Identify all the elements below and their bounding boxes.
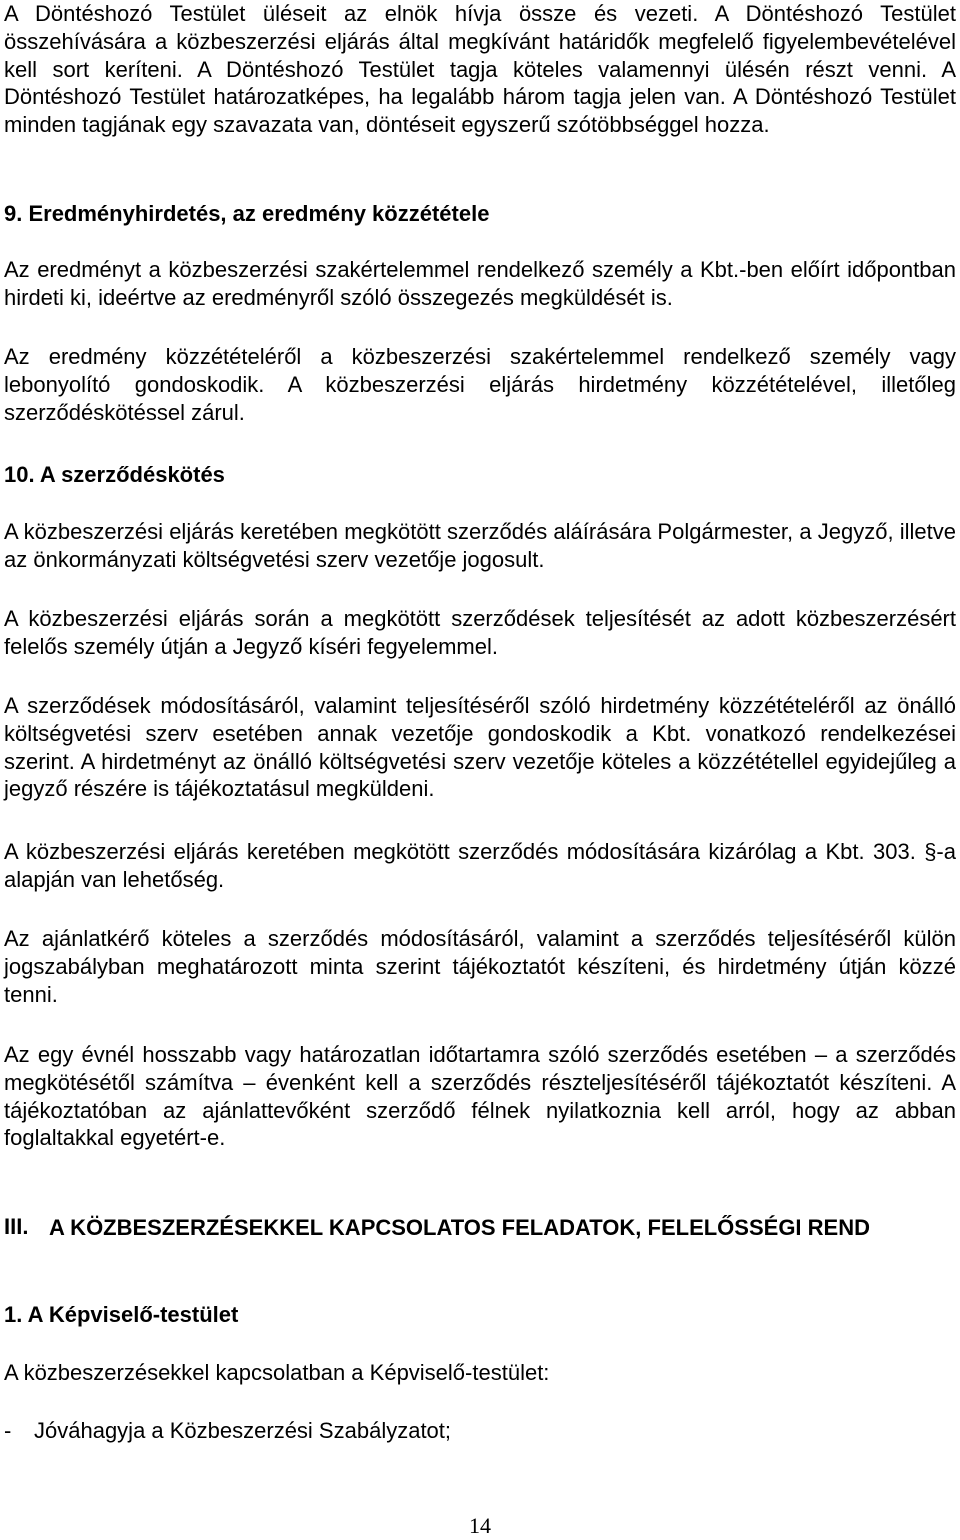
section-title: A KÖZBESZERZÉSEKKEL KAPCSOLATOS FELADATOK, FELELŐSSÉGI REND — [49, 1215, 870, 1240]
paragraph-modositas-hirdetmeny: A szerződések módosításáról, valamint teljesítéséről szóló hirdetmény közzétételéről az önálló költségvetési szerv esetében annak vezetője gondoskodik a Kbt. vonatkozó rendelkezései szerint. A hirdetményt az önálló költségvetési szerv vezetője köteles a közzététellel egyidejűleg a jegyző részére is tájékoztatásul megküldeni. — [4, 693, 956, 802]
paragraph-eredmeny-kozzetetel: Az eredmény közzétételéről a közbeszerzési szakértelemmel rendelkező személy vagy lebonyolító gondoskodik. A közbeszerzési eljárás hirdetmény közzétételével, illetőleg szerződéskötéssel zárul. — [4, 344, 956, 425]
heading-kepviselo-testulet: 1. A Képviselő-testület — [4, 1302, 239, 1327]
heading-eredmenyhirdetes: 9. Eredményhirdetés, az eredmény közzététele — [4, 201, 490, 226]
list-bullet: - — [4, 1418, 12, 1443]
paragraph-tajekoztato-keszites: Az ajánlatkérő köteles a szerződés módosításáról, valamint a szerződés teljesítéséről külön jogszabályban meghatározott minta szerint tájékoztatót készíteni, és hirdetmény útján közzé tenni. — [4, 926, 956, 1007]
paragraph-szerzodes-alairas: A közbeszerzési eljárás keretében megkötött szerződés aláírására Polgármester, a Jegyző, illetve az önkormányzati költségvetési szerv vezetője jogosult. — [4, 519, 956, 572]
paragraph-teljesites-figyelemmel: A közbeszerzési eljárás során a megkötött szerződések teljesítését az adott közbeszerzésért felelős személy útján a Jegyző kíséri fegyelemmel. — [4, 606, 956, 659]
paragraph-kepviselo-intro: A közbeszerzésekkel kapcsolatban a Képviselő-testület: — [4, 1360, 550, 1385]
paragraph-modositas-lehetoseg: A közbeszerzési eljárás keretében megkötött szerződés módosítására kizárólag a Kbt. 303. §-a alapján van lehetőség. — [4, 839, 956, 892]
heading-szerzodeskotes: 10. A szerződéskötés — [4, 462, 225, 487]
section-number: III. — [4, 1214, 29, 1239]
list-item — [4, 1417, 956, 1445]
page-number: 14 — [469, 1513, 491, 1538]
paragraph-testulet-ulesei: A Döntéshozó Testület üléseit az elnök hívja össze és vezeti. A Döntéshozó Testület összehívására a közbeszerzési eljárás által megkívánt határidők megfelelő figyelembevételével kell sort keríteni. A Döntéshozó Testület tagja köteles valamennyi ülésén részt venni. A Döntéshozó Testület határozatképes, ha legalább három tagja jelen van. A Döntéshozó Testület minden tagjának egy szavazata van, döntéseit egyszerű szótöbbséggel hozza. — [4, 1, 956, 138]
section-heading-iii — [4, 1213, 956, 1243]
list-item-text: Jóváhagyja a Közbeszerzési Szabályzatot; — [34, 1418, 452, 1443]
paragraph-reszteljesites: Az egy évnél hosszabb vagy határozatlan időtartamra szóló szerződés esetében – a szerződés megkötésétől számítva – évenként kell a szerződés részteljesítéséről tájékoztatót készíteni. A tájékoztatóban az ajánlattevőként szerződő félnek nyilatkoznia kell arról, hogy az abban foglaltakkal egyetért-e. — [4, 1042, 956, 1151]
paragraph-eredmeny-kihirdetes: Az eredményt a közbeszerzési szakértelemmel rendelkező személy a Kbt.-ben előírt időpontban hirdeti ki, ideértve az eredményről szóló összegezés megküldését is. — [4, 257, 956, 310]
